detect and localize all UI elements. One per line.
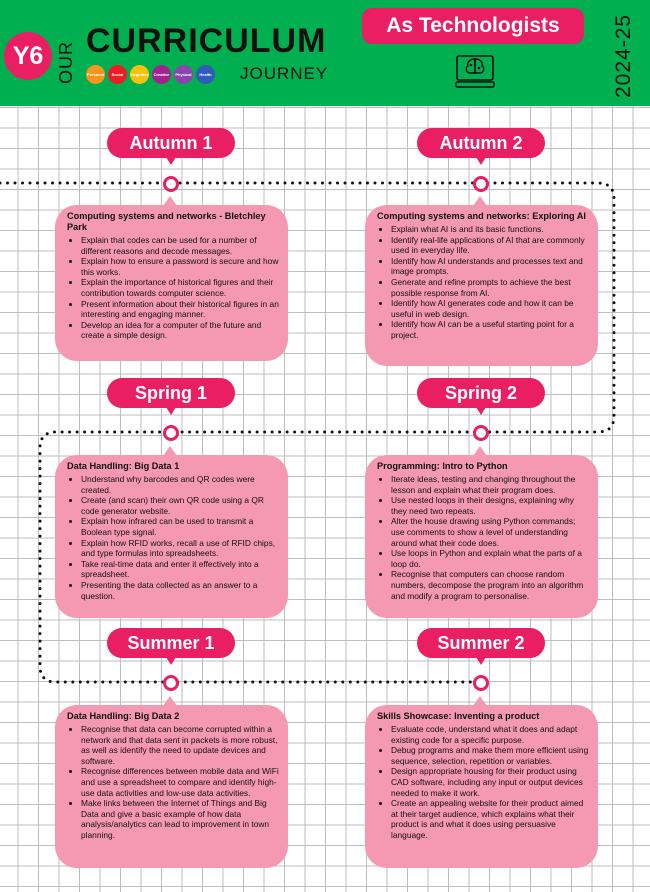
unit-title: Computing systems and networks - Bletchley Park	[67, 211, 266, 232]
term-summer-2: Summer 2	[417, 628, 545, 658]
list-item: • Alter the house drawing using Python commands; use comments to show a level of understanding around what their code does.	[391, 516, 590, 548]
objectives-list	[67, 474, 280, 601]
value-badge-creative: Creative	[152, 65, 171, 84]
list-item: • Make links between the Internet of Things and Big Data and give a basic example of how data analysis/analytics can lead to improvement in town planning.	[81, 798, 280, 840]
list-item: • Present information about their historical figures in an interesting and engaging manner.	[81, 299, 280, 320]
value-badge-personal: Personal	[86, 65, 105, 84]
objectives-list	[377, 474, 590, 601]
unit-title: Data Handling: Big Data 1	[67, 461, 180, 471]
list-item: • Iterate ideas, testing and changing throughout the lesson and explain what their program does.	[391, 474, 590, 495]
list-item: • Recognise differences between mobile data and WiFi and use a spreadsheet to compare and identify high-use data activities and low-use data activities.	[81, 766, 280, 798]
objectives-list	[377, 724, 590, 841]
value-badge-physical: Physical	[174, 65, 193, 84]
journey-label: JOURNEY	[240, 64, 329, 83]
curriculum-title: CURRICULUM	[86, 22, 327, 60]
academic-year: 2024-25	[612, 13, 635, 98]
list-item: • Explain how infrared can be used to transmit a Boolean type signal.	[81, 516, 280, 537]
list-item: • Identify how AI can be a useful starting point for a project.	[391, 319, 590, 340]
unit-card-autumn-2	[365, 205, 598, 366]
unit-card-autumn-1	[55, 205, 288, 361]
list-item: • Identify real-life applications of AI that are commonly used in everyday life.	[391, 235, 590, 256]
timeline-node-spring-1	[163, 425, 179, 441]
list-item: • Explain that codes can be used for a number of different reasons and decode messages.	[81, 235, 280, 256]
list-item: • Explain how to ensure a password is secure and how this works.	[81, 256, 280, 277]
term-spring-2: Spring 2	[417, 378, 545, 408]
our-label: OUR	[56, 41, 76, 84]
timeline-node-autumn-2	[473, 176, 489, 192]
list-item: • Identify how AI generates code and how it can be useful in web design.	[391, 298, 590, 319]
term-autumn-1: Autumn 1	[107, 128, 235, 158]
term-spring-1: Spring 1	[107, 378, 235, 408]
list-item: • Explain what AI is and its basic functions.	[391, 224, 590, 235]
unit-title: Data Handling: Big Data 2	[67, 711, 180, 721]
timeline-node-summer-2	[473, 675, 489, 691]
unit-card-summer-2	[365, 705, 598, 868]
unit-card-spring-2	[365, 455, 598, 618]
list-item: • Take real-time data and enter it effectively into a spreadsheet.	[81, 559, 280, 580]
list-item: • Generate and refine prompts to achieve the best possible response from AI.	[391, 277, 590, 298]
unit-title: Programming: Intro to Python	[377, 461, 508, 471]
subject-title: As Technologists	[362, 8, 584, 44]
list-item: • Presenting the data collected as an answer to a question.	[81, 580, 280, 601]
value-badge-social: Social	[108, 65, 127, 84]
list-item: • Understand why barcodes and QR codes were created.	[81, 474, 280, 495]
value-badge-health: Health	[196, 65, 215, 84]
list-item: • Identify how AI understands and processes text and image prompts.	[391, 256, 590, 277]
list-item: • Develop an idea for a computer of the future and create a simple design.	[81, 320, 280, 341]
list-item: • Debug programs and make them more efficient using sequence, selection, repetition or variables.	[391, 745, 590, 766]
list-item: • Recognise that computers can choose random numbers, decompose the program into an algorithm and modify a program to personalise.	[391, 569, 590, 601]
list-item: • Explain how RFID works, recall a use of RFID chips, and type formulas into spreadsheets.	[81, 538, 280, 559]
unit-title: Computing systems and networks: Exploring AI	[377, 211, 586, 221]
timeline-node-autumn-1	[163, 176, 179, 192]
objectives-list	[67, 724, 280, 841]
objectives-list	[67, 235, 280, 341]
list-item: • Recognise that data can become corrupted within a network and that data sent in packets is more robust, as well as identify the need to update devices and software.	[81, 724, 280, 766]
term-autumn-2: Autumn 2	[417, 128, 545, 158]
list-item: • Design appropriate housing for their product using CAD software, including any input or output devices needed to make it work.	[391, 766, 590, 798]
list-item: • Evaluate code, understand what it does and adapt existing code for a specific purpose.	[391, 724, 590, 745]
unit-card-summer-1	[55, 705, 288, 868]
timeline-node-summer-1	[163, 675, 179, 691]
objectives-list	[377, 224, 590, 341]
term-summer-1: Summer 1	[107, 628, 235, 658]
list-item: • Explain the importance of historical figures and their contribution towards computer science.	[81, 277, 280, 298]
list-item: • Create (and scan) their own QR code using a QR code generator website.	[81, 495, 280, 516]
timeline-node-spring-2	[473, 425, 489, 441]
unit-title: Skills Showcase: Inventing a product	[377, 711, 540, 721]
unit-card-spring-1	[55, 455, 288, 618]
value-badge-cognitive: Cognitive	[130, 65, 149, 84]
list-item: • Create an appealing website for their product aimed at their target audience, which explains what their product is and what it does using persuasive language.	[391, 798, 590, 840]
list-item: • Use loops in Python and explain what the parts of a loop do.	[391, 548, 590, 569]
year-group-badge: Y6	[4, 32, 52, 80]
list-item: • Use nested loops in their designs, explaining why they need two repeats.	[391, 495, 590, 516]
